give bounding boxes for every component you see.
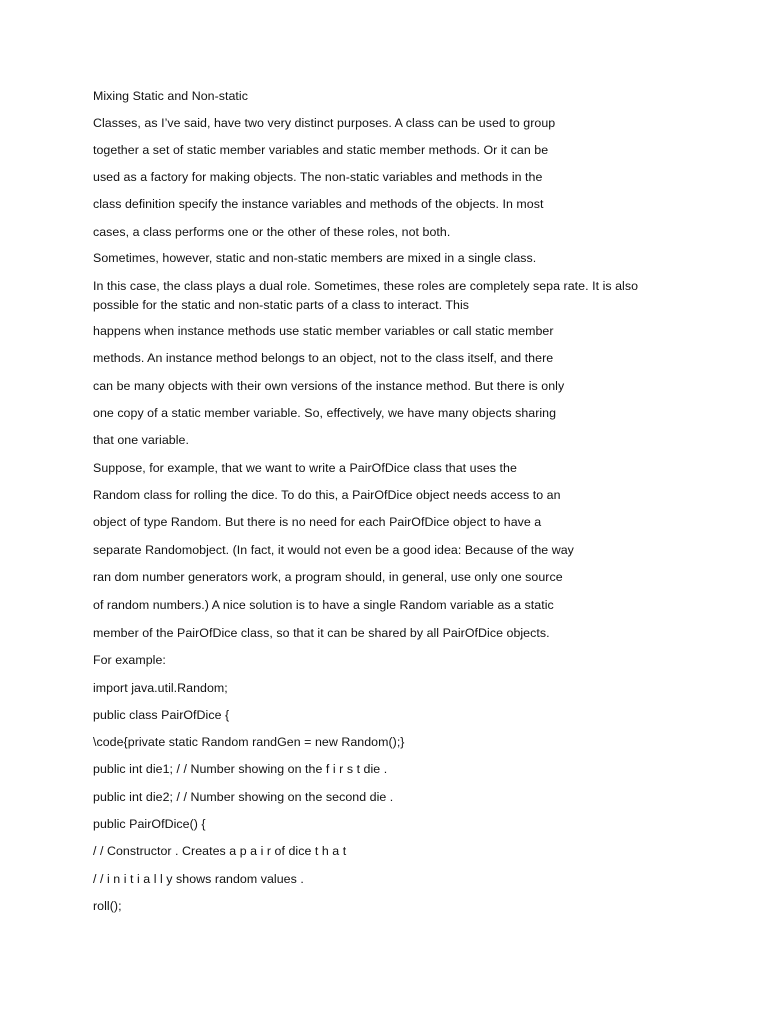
- text-line: separate Randomobject. (In fact, it would not even be a good idea: Because of the way: [93, 543, 574, 557]
- text-line: For example:: [93, 653, 166, 667]
- text-line: member of the PairOfDice class, so that it can be shared by all PairOfDice objects.: [93, 626, 550, 640]
- code-line: / / Constructor . Creates a p a i r of dice t h a t: [93, 844, 347, 858]
- text-line: cases, a class performs one or the other of these roles, not both.: [93, 225, 451, 239]
- text-line: used as a factory for making objects. The non-static variables and methods in the: [93, 170, 543, 184]
- document-title: Mixing Static and Non-static: [93, 89, 248, 103]
- text-line: methods. An instance method belongs to an object, not to the class itself, and there: [93, 351, 554, 365]
- text-line: possible for the static and non-static parts of a class to interact. This: [93, 298, 470, 312]
- code-line: public int die1; / / Number showing on the f i r s t die .: [93, 762, 388, 776]
- text-line: Sometimes, however, static and non-static members are mixed in a single class.: [93, 251, 537, 265]
- text-line: one copy of a static member variable. So, effectively, we have many objects sharing: [93, 406, 557, 420]
- code-line: \code{private static Random randGen = new Random();}: [93, 735, 405, 749]
- code-line: / / i n i t i a l l y shows random values .: [93, 872, 304, 886]
- text-line: class definition specify the instance variables and methods of the objects. In most: [93, 197, 544, 211]
- text-line: of random numbers.) A nice solution is to have a single Random variable as a static: [93, 598, 554, 612]
- text-line: that one variable.: [93, 433, 189, 447]
- code-line: import java.util.Random;: [93, 681, 228, 695]
- code-line: roll();: [93, 899, 122, 913]
- code-line: public PairOfDice() {: [93, 817, 206, 831]
- code-line: public int die2; / / Number showing on the second die .: [93, 790, 394, 804]
- text-line: together a set of static member variables and static member methods. Or it can be: [93, 143, 549, 157]
- text-line: can be many objects with their own versions of the instance method. But there is only: [93, 379, 565, 393]
- text-line: ran dom number generators work, a program should, in general, use only one source: [93, 570, 563, 584]
- text-line: happens when instance methods use static member variables or call static member: [93, 324, 554, 338]
- text-line: object of type Random. But there is no need for each PairOfDice object to have a: [93, 515, 542, 529]
- text-line: Classes, as I’ve said, have two very distinct purposes. A class can be used to group: [93, 116, 556, 130]
- text-line: Random class for rolling the dice. To do this, a PairOfDice object needs access to an: [93, 488, 561, 502]
- text-line: In this case, the class plays a dual role. Sometimes, these roles are completely sepa rate. It is also: [93, 279, 639, 293]
- code-line: public class PairOfDice {: [93, 708, 230, 722]
- text-line: Suppose, for example, that we want to write a PairOfDice class that uses the: [93, 461, 517, 475]
